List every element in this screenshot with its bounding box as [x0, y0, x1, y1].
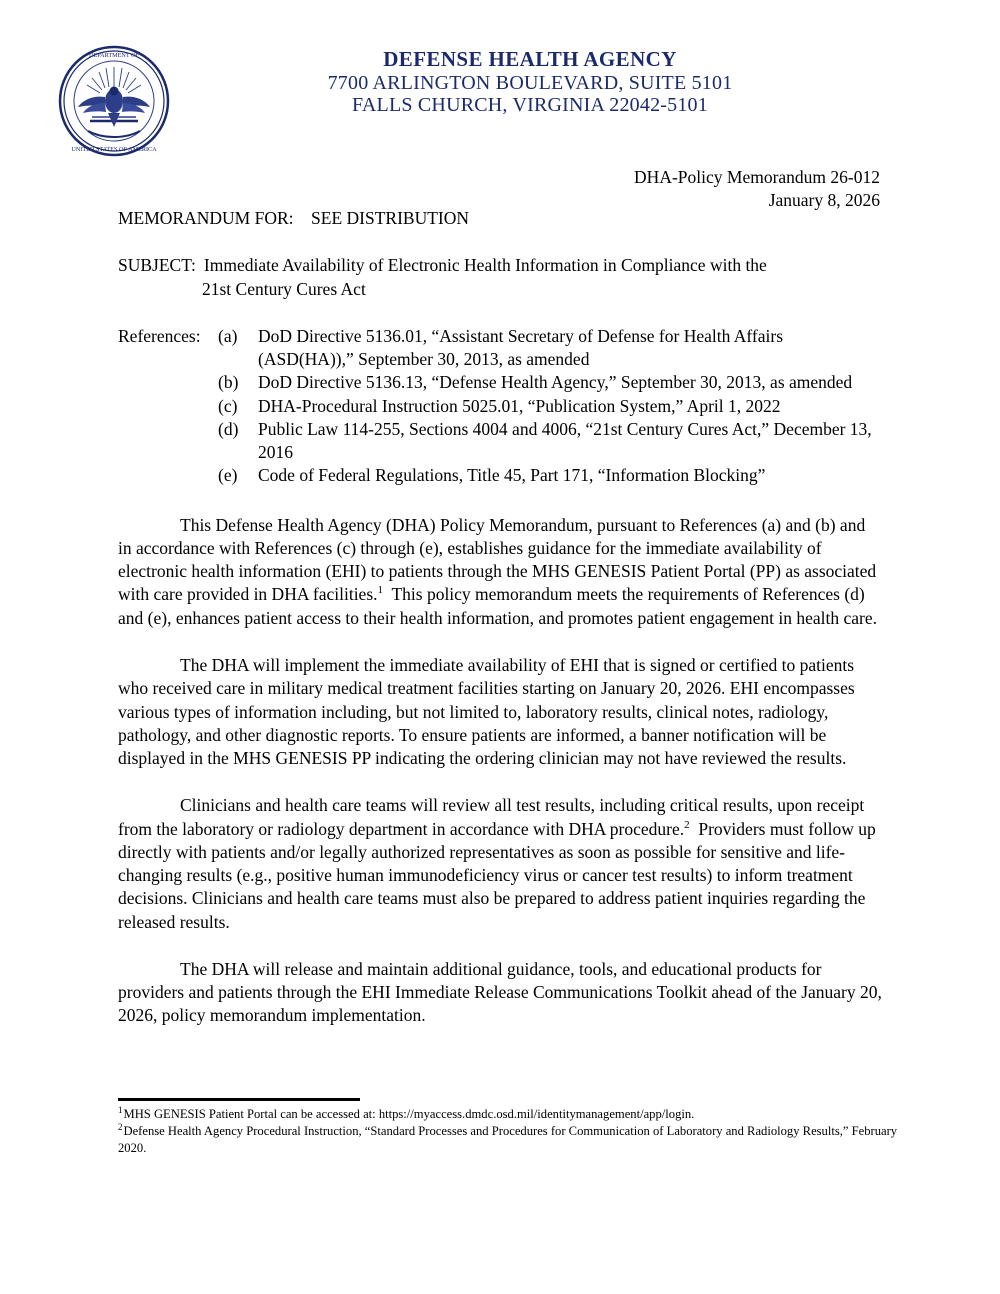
- body-paragraph-4: The DHA will release and maintain additional guidance, tools, and educational products for providers and patients through the EHI Immediate Release Communications Toolkit ahead of the January 20, 2026, policy memorandum implementation.: [118, 958, 882, 1026]
- reference-marker: (a): [218, 325, 238, 346]
- agency-address-line2: FALLS CHURCH, VIRGINIA 22042-5101: [352, 93, 708, 116]
- letterhead: [0, 40, 1000, 170]
- memo-number: DHA-Policy Memorandum 26-012: [634, 167, 880, 187]
- paragraph-3-part-a: Clinicians and health care teams will review all test results, including critical results, upon receipt from the laboratory or radiology department in accordance with DHA procedure.: [118, 795, 865, 839]
- body-paragraph-1: [118, 514, 883, 630]
- references-list: [218, 325, 883, 488]
- reference-text: DoD Directive 5136.13, “Defense Health Agency,” September 30, 2013, as amended: [258, 372, 853, 393]
- footnote-item-1: [118, 1106, 898, 1122]
- agency-address-line1: 7700 ARLINGTON BOULEVARD, SUITE 5101: [327, 71, 733, 94]
- reference-marker: (e): [218, 465, 238, 486]
- department-of-defense-seal-icon: [58, 45, 170, 157]
- reference-text: Public Law 114-255, Sections 4004 and 4006, “21st Century Cures Act,” December 13, 2016: [258, 418, 872, 463]
- footnote-reference-1: 1: [377, 584, 384, 597]
- paragraph-3-part-b: Providers must follow up directly with patients and/or legally authorized representatives as soon as possible for sensitive and life-changing results (e.g., positive human immunodeficiency virus or cancer test results) to inform treatment decisions. Clinicians and health care teams must also be prepared to address patient inquiries regarding the released results.: [118, 818, 876, 932]
- subject-text-line2: 21st Century Cures Act: [202, 278, 366, 299]
- footnote-item-2: [118, 1123, 898, 1156]
- reference-marker: (c): [218, 395, 238, 416]
- memo-body: [118, 207, 883, 1028]
- reference-marker: (d): [218, 418, 239, 439]
- footnote-marker-1: 1: [118, 1104, 123, 1115]
- reference-item: [218, 395, 883, 418]
- memo-identifier-block: [634, 166, 880, 213]
- reference-item: [218, 371, 883, 394]
- reference-marker: (b): [218, 372, 239, 393]
- footnotes-section: [118, 1098, 898, 1157]
- footnote-text-1: MHS GENESIS Patient Portal can be accessed at: https://myaccess.dmdc.osd.mil/identitymanagement/app/login.: [123, 1107, 695, 1121]
- paragraph-1-part-a: This Defense Health Agency (DHA) Policy Memorandum, pursuant to References (a) and (b) and in accordance with References (c) through (e), establishes guidance for the immediate availability of electronic health information (EHI) to patients through the MHS GENESIS Patient Portal (PP) as associated with care provided in DHA facilities.: [118, 514, 877, 605]
- body-paragraph-3: [118, 794, 883, 934]
- agency-name: DEFENSE HEALTH AGENCY: [383, 47, 677, 71]
- memorandum-for-label: MEMORANDUM FOR:: [118, 208, 294, 228]
- memo-date: January 8, 2026: [768, 190, 880, 211]
- footnote-reference-2: 2: [684, 818, 690, 831]
- paragraph-1-part-b: This policy memorandum meets the requirements of References (d) and (e), enhances patient access to their health information, and promotes patient engagement in health care.: [118, 584, 878, 628]
- memorandum-for-line: [118, 207, 883, 230]
- subject-block: [118, 254, 883, 301]
- reference-item: [218, 464, 883, 487]
- footnote-separator-rule: [118, 1098, 360, 1101]
- footnote-marker-2: 2: [118, 1122, 123, 1133]
- footnote-text-2: Defense Health Agency Procedural Instruction, “Standard Processes and Procedures for Communication of Laboratory and Radiology Results,” February 2020.: [118, 1124, 898, 1155]
- letterhead-text-block: [180, 48, 880, 116]
- references-label: References:: [118, 325, 201, 346]
- reference-text: DHA-Procedural Instruction 5025.01, “Publication System,” April 1, 2022: [258, 395, 781, 416]
- memorandum-for-value: SEE DISTRIBUTION: [311, 208, 469, 228]
- body-paragraph-2: The DHA will implement the immediate availability of EHI that is signed or certified to patients who received care in military medical treatment facilities starting on January 20, 2026. EHI encompasses various types of information including, but not limited to, laboratory results, clinical notes, radiology, pathology, and other diagnostic reports. To ensure patients are informed, a banner notification will be displayed in the MHS GENESIS PP indicating the ordering clinician may not have reviewed the results.: [118, 654, 855, 769]
- subject-label: SUBJECT:: [118, 255, 196, 276]
- subject-text-line1: Immediate Availability of Electronic Health Information in Compliance with the: [203, 255, 767, 276]
- reference-text: Code of Federal Regulations, Title 45, Part 171, “Information Blocking”: [258, 465, 766, 486]
- reference-item: [218, 418, 883, 465]
- reference-text: DoD Directive 5136.01, “Assistant Secretary of Defense for Health Affairs (ASD(HA)),” September 30, 2013, as amended: [258, 325, 783, 370]
- svg-text:DEPARTMENT OF: DEPARTMENT OF: [89, 52, 139, 59]
- reference-item: [218, 325, 883, 372]
- svg-text:UNITED STATES OF AMERICA: UNITED STATES OF AMERICA: [71, 146, 157, 153]
- references-block: [118, 325, 883, 488]
